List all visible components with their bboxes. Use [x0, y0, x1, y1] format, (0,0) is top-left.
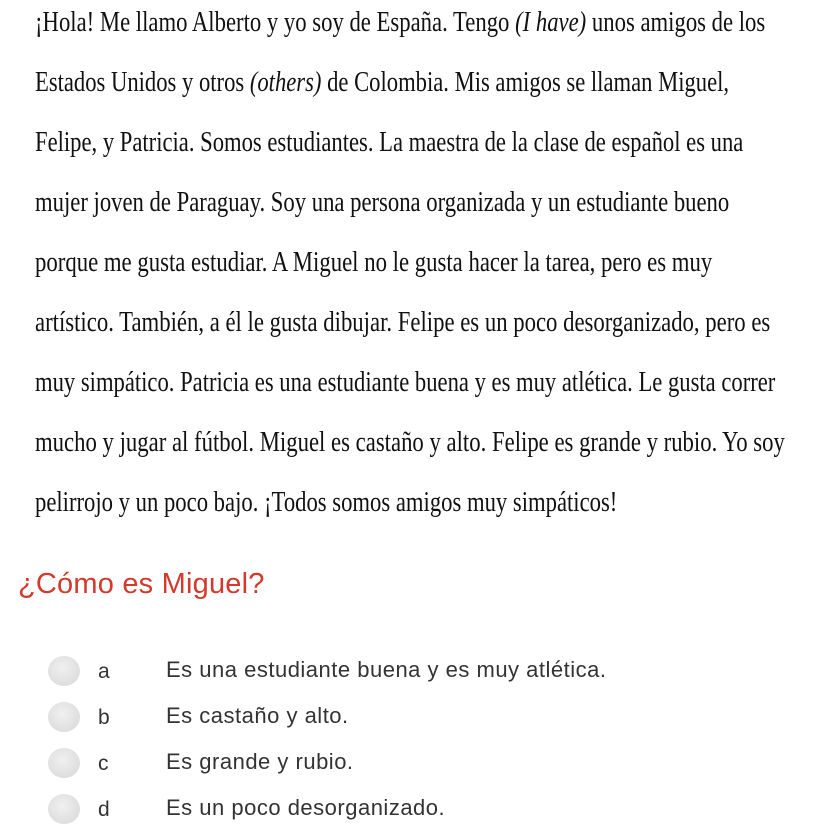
option-text[interactable]: Es castaño y alto.	[166, 703, 349, 728]
option-letter: d	[98, 798, 110, 821]
option-text[interactable]: Es un poco desorganizado.	[166, 795, 446, 820]
passage-line: porque me gusta estudiar. A Miguel no le gusta hacer la tarea, pero es muy	[35, 246, 713, 278]
passage-line: Felipe, y Patricia. Somos estudiantes. La maestra de la clase de español es una	[35, 126, 744, 158]
answer-option-b[interactable]	[48, 697, 748, 737]
passage-line: pelirrojo y un poco bajo. ¡Todos somos amigos muy simpáticos!	[35, 486, 618, 518]
radio-button[interactable]	[48, 702, 80, 732]
answer-option-c[interactable]	[48, 743, 748, 783]
passage-line: Estados Unidos y otros (others) de Colombia. Mis amigos se llaman Miguel,	[35, 66, 730, 98]
radio-button[interactable]	[48, 748, 80, 778]
radio-button[interactable]	[48, 794, 80, 824]
passage-line: mucho y jugar al fútbol. Miguel es castaño y alto. Felipe es grande y rubio. Yo soy	[35, 426, 785, 458]
option-text[interactable]: Es una estudiante buena y es muy atlética.	[166, 657, 607, 682]
passage-line: mujer joven de Paraguay. Soy una persona organizada y un estudiante bueno	[35, 186, 730, 218]
passage-line: muy simpático. Patricia es una estudiante buena y es muy atlética. Le gusta correr	[35, 366, 776, 398]
option-letter: b	[98, 706, 110, 729]
option-letter: c	[98, 752, 109, 775]
question-title: ¿Cómo es Miguel?	[18, 568, 265, 600]
answer-option-a[interactable]	[48, 651, 748, 691]
radio-button[interactable]	[48, 656, 80, 686]
option-text[interactable]: Es grande y rubio.	[166, 749, 354, 774]
option-letter: a	[98, 660, 110, 683]
answer-option-d[interactable]	[48, 789, 748, 829]
passage-line: ¡Hola! Me llamo Alberto y yo soy de España. Tengo (I have) unos amigos de los	[35, 6, 766, 38]
passage-line: artístico. También, a él le gusta dibujar. Felipe es un poco desorganizado, pero es	[35, 306, 771, 338]
